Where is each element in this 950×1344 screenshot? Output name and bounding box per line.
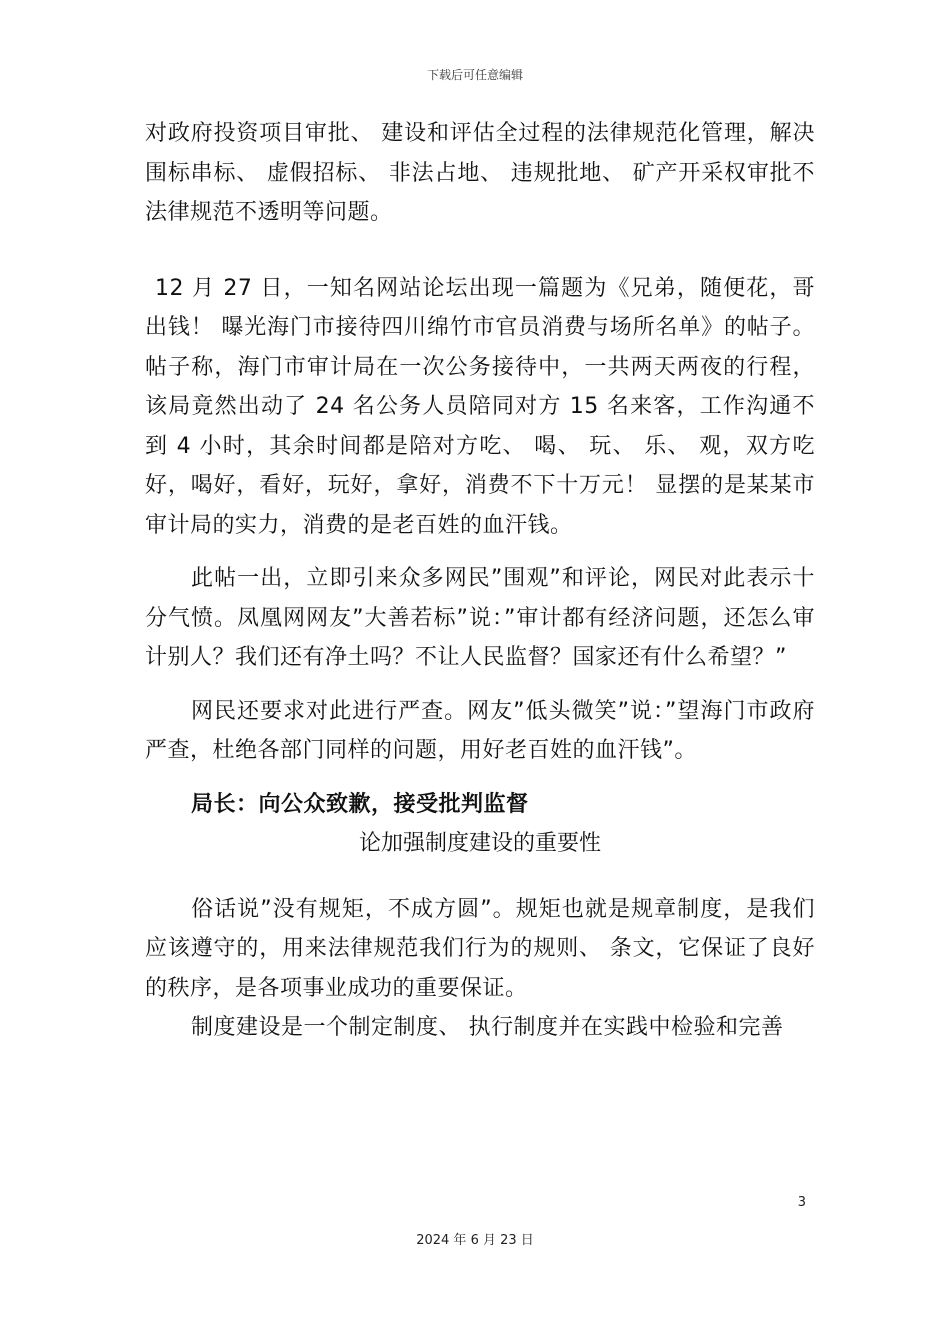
paragraph-system-building: 制度建设是一个制定制度、 执行制度并在实践中检验和完善 (191, 1015, 784, 1040)
paragraph-approval-management: 对政府投资项目审批、 建设和评估全过程的法律规范化管理，解决围标串标、 虚假招标、 非法占地、 违规批地、 矿产开采权审批不法律规范不透明等问题。 (145, 121, 815, 225)
section-heading: 局长：向公众致歉，接受批判监督 (191, 791, 529, 817)
page-header-note: 下载后可任意编辑 (426, 68, 523, 82)
page-number: 3 (797, 1195, 806, 1210)
document-body (145, 114, 815, 1048)
paragraph-netizen-demand: 网民还要求对此进行严查。网友”低头微笑”说：”望海门市政府严查，杜绝各部门同样的问题，用好老百姓的血汗钱”。 (145, 698, 815, 763)
article-title: 论加强制度建设的重要性 (358, 831, 601, 856)
paragraph-netizen-reaction: 此帖一出，立即引来众多网民”围观”和评论，网民对此表示十分气愤。凤凰网网友”大善若标”说：”审计都有经济问题，还怎么审计别人？我们还有净土吗？不让人民监督？国家还有什么希望？” (145, 566, 816, 670)
footer-date: 2024 年 6 月 23 日 (416, 1233, 534, 1248)
paragraph-forum-post: 12 月 27 日，一知名网站论坛出现一篇题为《兄弟，随便花，哥出钱！ 曝光海门市接待四川绵竹市官员消费与场所名单》的帖子。帖子称，海门市审计局在一次公务接待中，一共两天两夜的行程，该局竟然出动了 24 名公务人员陪同对方 15 名来客，工作沟通不到 4 小时，其余时间都是陪对方吃、 喝、 玩、 乐、 观，双方吃好，喝好，看好，玩好，拿好，消费不下十万元！ 显摆的是某某市审计局的实力，消费的是老百姓的血汗钱。 (145, 275, 815, 538)
paragraph-rules-importance: 俗话说”没有规矩，不成方圆”。规矩也就是规章制度，是我们应该遵守的，用来法律规范我们行为的规则、 条文，它保证了良好的秩序，是各项事业成功的重要保证。 (145, 896, 815, 1001)
